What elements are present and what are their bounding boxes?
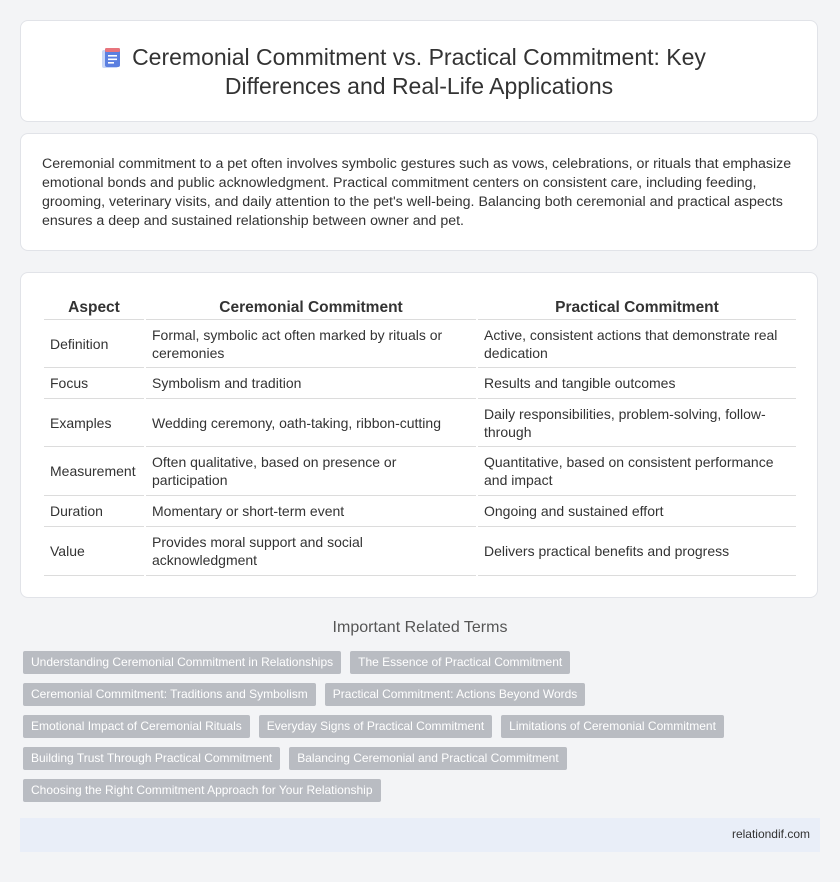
related-term-tag[interactable]: Emotional Impact of Ceremonial Rituals (23, 715, 250, 738)
cell-ceremonial: Symbolism and tradition (146, 368, 476, 399)
related-terms-list (23, 651, 823, 811)
related-term-tag[interactable]: Ceremonial Commitment: Traditions and Symbolism (23, 683, 316, 706)
table-row (44, 447, 796, 496)
related-term-tag[interactable]: Limitations of Ceremonial Commitment (501, 715, 724, 738)
table-row (44, 496, 796, 527)
footer (20, 818, 820, 852)
related-term-tag[interactable]: Everyday Signs of Practical Commitment (259, 715, 492, 738)
cell-practical: Results and tangible outcomes (478, 368, 796, 399)
header-card (20, 20, 818, 122)
comparison-table-card (20, 272, 818, 598)
cell-practical: Active, consistent actions that demonstrate real dedication (478, 320, 796, 368)
related-term-tag[interactable]: Building Trust Through Practical Commitment (23, 747, 280, 770)
cell-ceremonial: Wedding ceremony, oath-taking, ribbon-cutting (146, 399, 476, 447)
header-practical: Practical Commitment (478, 296, 796, 320)
cell-aspect: Definition (44, 320, 144, 368)
related-term-tag[interactable]: Understanding Ceremonial Commitment in Relationships (23, 651, 341, 674)
comparison-table (42, 296, 798, 576)
cell-practical: Ongoing and sustained effort (478, 496, 796, 527)
page-title (81, 43, 757, 101)
related-term-tag[interactable]: Balancing Ceremonial and Practical Commitment (289, 747, 566, 770)
cell-aspect: Focus (44, 368, 144, 399)
cell-ceremonial: Formal, symbolic act often marked by rituals or ceremonies (146, 320, 476, 368)
cell-ceremonial: Momentary or short-term event (146, 496, 476, 527)
related-term-tag[interactable]: Practical Commitment: Actions Beyond Words (325, 683, 586, 706)
related-term-tag[interactable]: Choosing the Right Commitment Approach for Your Relationship (23, 779, 381, 802)
page-title-line-1: Ceremonial Commitment vs. Practical Commitment: Key (132, 44, 706, 70)
footer-site-link[interactable]: relationdif.com (731, 827, 810, 841)
table-row (44, 368, 796, 399)
cell-practical: Delivers practical benefits and progress (478, 527, 796, 576)
cell-aspect: Examples (44, 399, 144, 447)
table-header-row (44, 296, 796, 320)
cell-aspect: Duration (44, 496, 144, 527)
table-row (44, 320, 796, 368)
cell-ceremonial: Provides moral support and social acknowledgment (146, 527, 476, 576)
related-term-tag[interactable]: The Essence of Practical Commitment (350, 651, 570, 674)
cell-ceremonial: Often qualitative, based on presence or participation (146, 447, 476, 496)
page-title-line-2: Differences and Real-Life Applications (224, 73, 614, 99)
cell-aspect: Measurement (44, 447, 144, 496)
intro-card (20, 133, 818, 251)
cell-practical: Daily responsibilities, problem-solving, follow-through (478, 399, 796, 447)
intro-paragraph: Ceremonial commitment to a pet often involves symbolic gestures such as vows, celebrations, or rituals that emphasize emotional bonds and public acknowledgment. Practical commitment centers on consistent care, including feeding, grooming, veterinary visits, and daily attention to the pet's well-being. Balancing both ceremonial and practical aspects ensures a deep and sustained relationship between owner and pet. (42, 156, 792, 229)
table-row (44, 399, 796, 447)
cell-aspect: Value (44, 527, 144, 576)
cell-practical: Quantitative, based on consistent performance and impact (478, 447, 796, 496)
header-ceremonial: Ceremonial Commitment (146, 296, 476, 320)
related-terms-title: Important Related Terms (332, 619, 508, 636)
header-aspect: Aspect (44, 296, 144, 320)
table-row (44, 527, 796, 576)
